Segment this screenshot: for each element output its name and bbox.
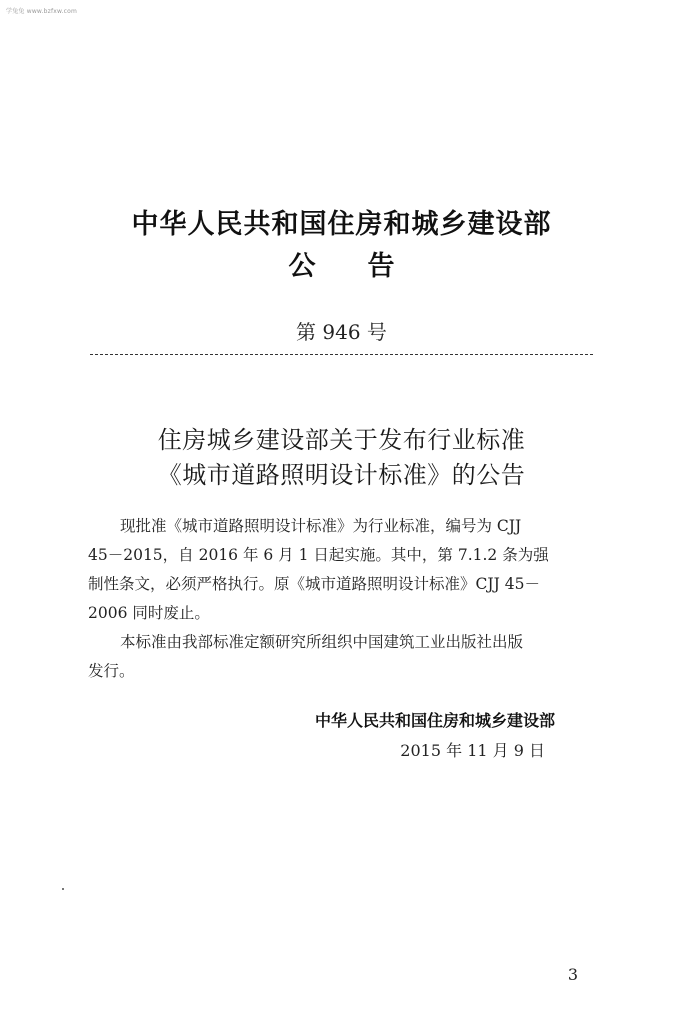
paragraph-line: 45－2015，自 2016 年 6 月 1 日起实施。其中，第 7.1.2 条为强 [88,546,549,564]
scan-speck [62,888,64,890]
paragraph-line: 现批准《城市道路照明设计标准》为行业标准，编号为 CJJ [120,517,522,535]
page-number: 3 [567,965,578,984]
headline-line-1: 住房城乡建设部关于发布行业标准 [157,426,526,454]
notice-title: 公告 [288,251,447,282]
issuing-org-title: 中华人民共和国住房和城乡建设部 [131,209,552,240]
body-paragraph-2 [88,628,598,686]
notice-number: 第 946 号 [296,320,387,344]
signature-org: 中华人民共和国住房和城乡建设部 [314,711,555,730]
headline-line-2: 《城市道路照明设计标准》的公告 [157,461,526,489]
header-divider [90,354,593,355]
signature-date: 2015 年 11 月 9 日 [400,741,545,760]
paragraph-line: 制性条文，必须严格执行。原《城市道路照明设计标准》CJJ 45－ [88,575,540,593]
paragraph-line: 2006 同时废止。 [88,604,210,622]
body-paragraph-1 [88,512,598,628]
watermark: 学兔兔 www.bzfxw.com [6,8,78,15]
paragraph-line: 本标准由我部标准定额研究所组织中国建筑工业出版社出版 [120,633,524,651]
paragraph-line: 发行。 [88,662,135,680]
